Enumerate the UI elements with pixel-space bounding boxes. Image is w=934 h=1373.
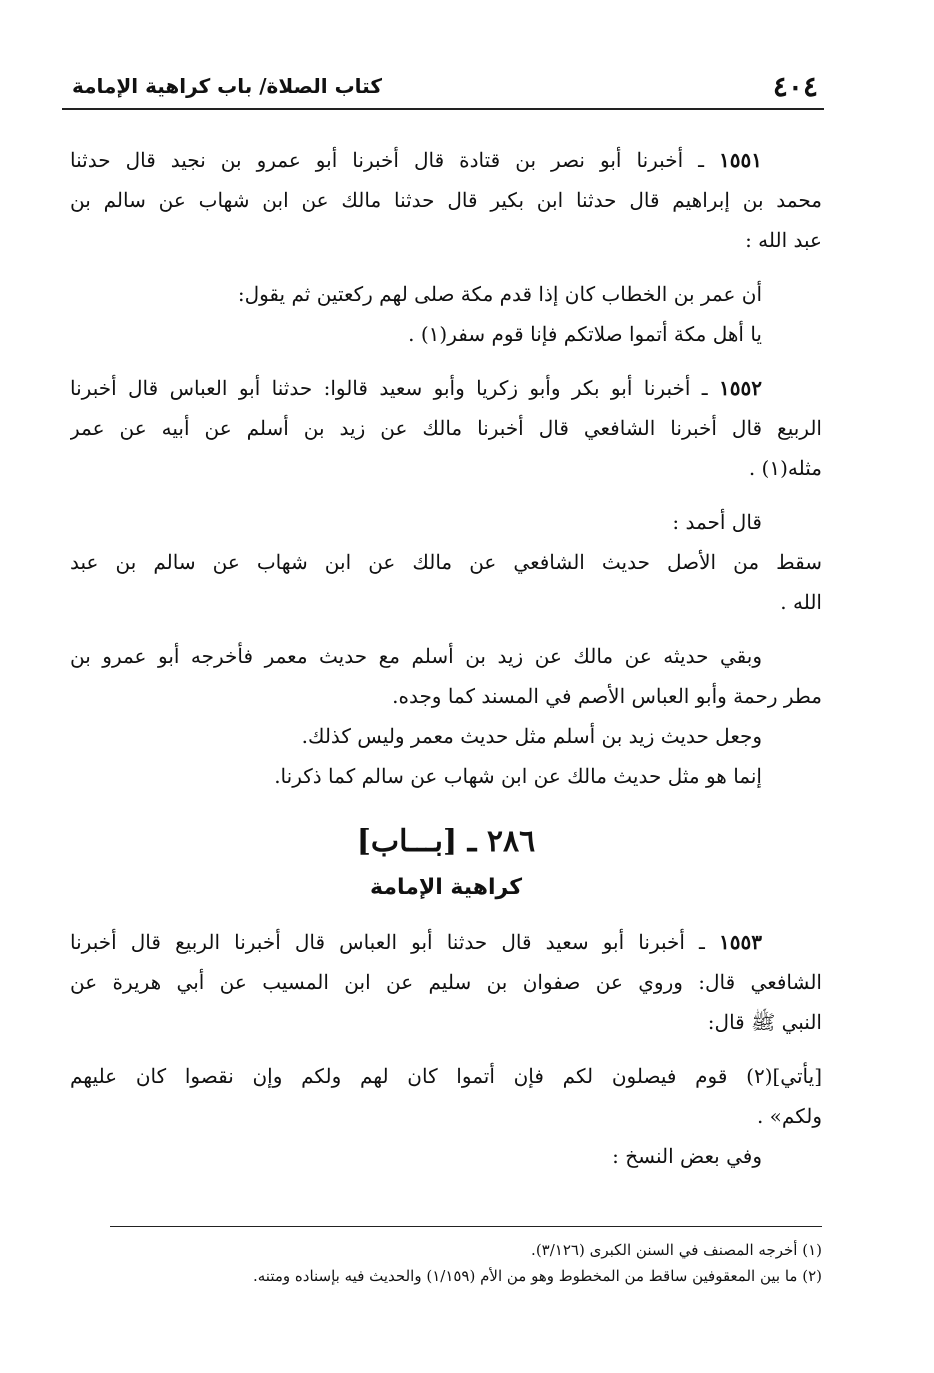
hadith-1551-line-2: محمد بن إبراهيم قال حدثنا ابن بكير قال حدثنا مالك عن ابن شهاب عن سالم بن bbox=[70, 188, 822, 212]
commentary-heading: قال أحمد : bbox=[672, 510, 762, 534]
chapter-subtitle: كراهية الإمامة bbox=[369, 875, 523, 900]
hadith-text: ـ أخبرنا أبو نصر بن قتادة قال أخبرنا أبو عمرو بن نجيد قال حدثنا bbox=[70, 148, 705, 172]
footnotes bbox=[110, 1226, 822, 1289]
commentary-line-6: إنما هو مثل حديث مالك عن ابن شهاب عن سالم كما ذكرنا. bbox=[274, 764, 762, 788]
hadith-1553-quote-3: وفي بعض النسخ : bbox=[612, 1144, 762, 1168]
commentary-line-1: سقط من الأصل حديث الشافعي عن مالك عن ابن شهاب عن سالم بن عبد bbox=[70, 550, 822, 574]
hadith-1551-line-1 bbox=[70, 140, 822, 180]
hadith-1553-line-3: النبي ﷺ قال: bbox=[707, 1010, 822, 1034]
hadith-number: ١٥٥٢ bbox=[719, 376, 762, 400]
commentary-line-2: الله . bbox=[780, 590, 822, 614]
commentary-line-5: وجعل حديث زيد بن أسلم مثل حديث معمر وليس كذلك. bbox=[301, 724, 762, 748]
main-text bbox=[70, 140, 822, 1176]
hadith-text: ـ أخبرنا أبو سعيد قال حدثنا أبو العباس قال أخبرنا الربيع قال أخبرنا bbox=[70, 930, 705, 954]
hadith-number: ١٥٥٣ bbox=[719, 930, 763, 954]
hadith-1553-quote-1: [يأتي](٢) قوم فيصلون لكم فإن أتموا كان لهم ولكم وإن نقصوا كان عليهم bbox=[70, 1064, 822, 1088]
running-title: كتاب الصلاة/ باب كراهية الإمامة bbox=[72, 74, 382, 98]
commentary-line-4: مطر رحمة وأبو العباس الأصم في المسند كما وجده. bbox=[392, 684, 822, 708]
hadith-number: ١٥٥١ bbox=[719, 148, 763, 172]
hadith-1551-quote-1: أن عمر بن الخطاب كان إذا قدم مكة صلى لهم ركعتين ثم يقول: bbox=[237, 282, 762, 306]
footnote-1: (١) أخرجه المصنف في السنن الكبرى (٣/١٢٦). bbox=[531, 1241, 822, 1259]
hadith-1551-quote-2: يا أهل مكة أتموا صلاتكم فإنا قوم سفر(١) . bbox=[408, 322, 762, 346]
hadith-1552-line-3: مثله(١) . bbox=[748, 456, 822, 480]
hadith-text: ـ أخبرنا أبو بكر وأبو زكريا وأبو سعيد قالوا: حدثنا أبو العباس قال أخبرنا bbox=[70, 376, 708, 400]
running-header bbox=[62, 68, 824, 110]
page-number: ٤٠٤ bbox=[772, 70, 818, 103]
commentary-line-3: وبقي حديثه عن مالك عن زيد بن أسلم مع حديث معمر فأخرجه أبو عمرو بن bbox=[70, 644, 762, 668]
chapter-title: ٢٨٦ ـ [بـــاب] bbox=[356, 824, 536, 859]
footnote-2: (٢) ما بين المعقوفين ساقط من المخطوط وهو من الأم (١/١٥٩) والحديث فيه بإسناده ومتنه. bbox=[253, 1267, 822, 1285]
hadith-1552-line-1 bbox=[70, 368, 822, 408]
hadith-1553-quote-2: ولكم» . bbox=[756, 1104, 822, 1128]
hadith-1551-line-3: عبد الله : bbox=[745, 228, 822, 252]
hadith-1553-line-1 bbox=[70, 922, 822, 962]
hadith-1552-line-2: الربيع قال أخبرنا الشافعي قال أخبرنا مالك عن زيد بن أسلم عن أبيه عن عمر bbox=[70, 416, 822, 440]
hadith-1553-line-2: الشافعي قال: وروي عن صفوان بن سليم عن ابن المسيب عن أبي هريرة عن bbox=[70, 970, 822, 994]
